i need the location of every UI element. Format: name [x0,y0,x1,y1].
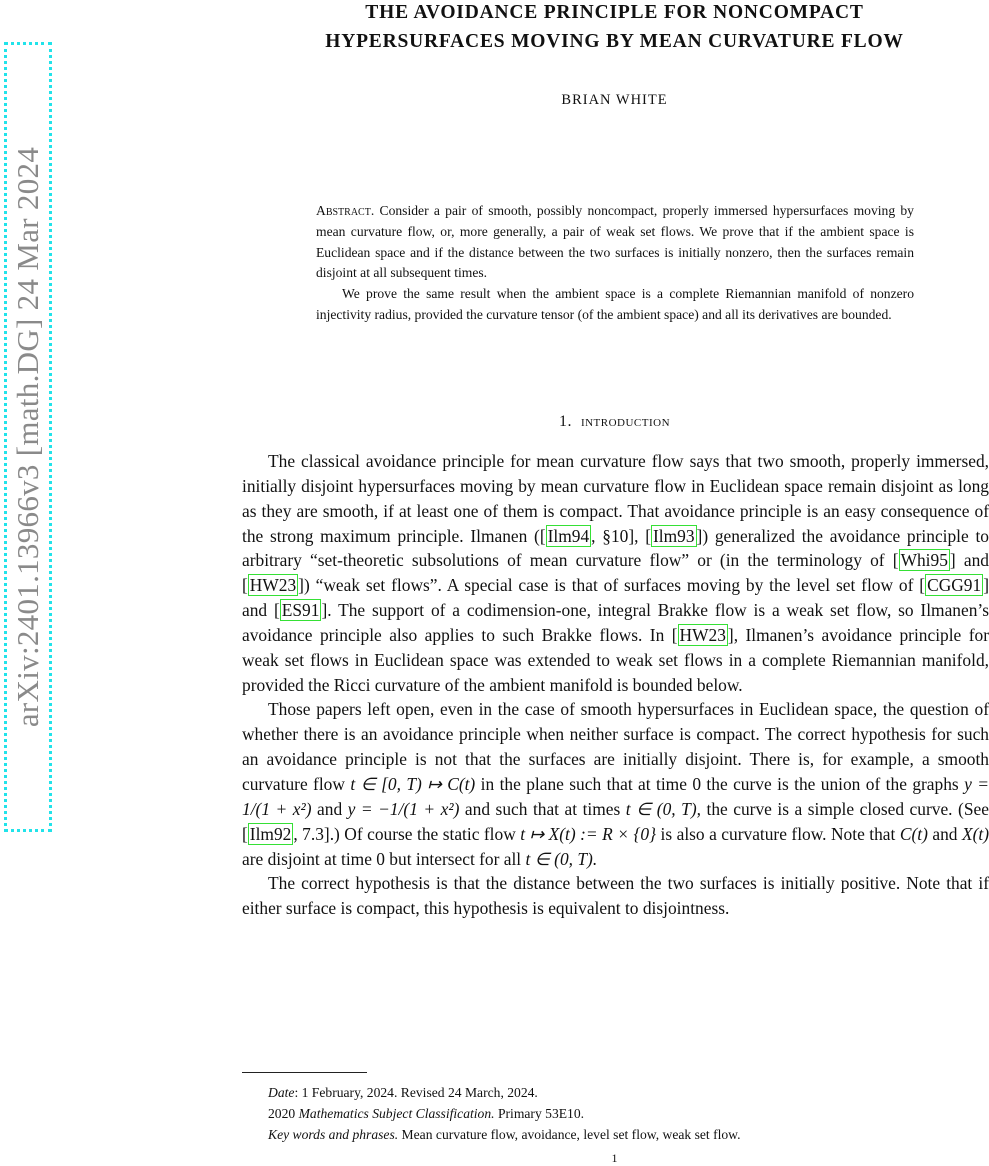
math-expression: t ↦ X(t) := R × {0} [520,823,657,844]
abstract-text-1: Consider a pair of smooth, possibly noncompact, properly immersed hypersurfaces moving by mean curvature flow, or, more generally, a pair of weak set flows. We prove that if the ambient space is Euclidean space and if the distance between the two surfaces is initially nonzero, then the surfaces remain disjoint at all subsequent times. [316,203,914,281]
math-expression: y = −1/(1 + x²) [347,798,460,819]
body-text [242,449,989,921]
abstract-label: Abstract. [316,203,375,218]
citation-link[interactable]: Ilm93 [653,525,695,546]
citation-link[interactable]: Ilm92 [249,823,292,844]
citation-link[interactable]: HW23 [249,575,297,596]
citation-link[interactable]: HW23 [679,624,726,645]
citation-link[interactable]: Whi95 [900,550,948,571]
section-heading [240,413,989,431]
footnote-keywords: Key words and phrases. Mean curvature flow, avoidance, level set flow, weak set flow. [268,1127,741,1142]
page-number: 1 [611,1151,618,1165]
paragraph-3: The correct hypothesis is that the distance between the two surfaces is initially positive. Note that if either surface is compact, this hypothesis is equivalent to disjointness. [242,873,989,919]
math-expression: y = 1/(1 + x²) [242,773,989,819]
author-name: BRIAN WHITE [561,92,668,108]
citation-link[interactable]: Ilm94 [547,525,590,546]
paragraph-2: Those papers left open, even in the case of smooth hypersurfaces in Euclidean space, the question of whether there is an avoidance principle when neither surface is compact. The correct hypothesis for such an avoidance principle is not that the surfaces are initially disjoint. There is, for example, a smooth curvature flow t ∈ [0, T) ↦ C(t) in the plane such that at time 0 the curve is the union of the graphs y = 1/(1 + x²) and y = −1/(1 + x²) and such that at times t ∈ (0, T), the curve is a simple closed curve. (See [ Ilm92 , 7.3].) Of course the static flow t ↦ X(t) := R × {0} is also a curvature flow. Note that C(t) and X(t) are disjoint at time 0 but intersect for all t ∈ (0, T). [242,699,989,869]
footnotes [242,1082,989,1145]
math-expression: X(t) [961,823,989,844]
paragraph-1: The classical avoidance principle for mean curvature flow says that two smooth, properly immersed, initially disjoint hypersurfaces moving by mean curvature flow in Euclidean space remain disjoint as long as they are smooth, if at least one of them is compact. That avoidance principle is an easy consequence of the strong maximum principle. Ilmanen ([ Ilm94 , §10], [ Ilm93 ]) generalized the avoidance principle to arbitrary “set-theoretic subsolutions of mean curvature flow” or (in the terminology of [ Whi95 ] and [ HW23 ]) “weak set flows”. A special case is that of surfaces moving by the level set flow of [ CGG91 ] and [ ES91 ]. The support of a codimension-one, integral Brakke flow is a weak set flow, so Ilmanen’s avoidance principle also applies to such Brakke flows. In [ HW23 ], Ilmanen’s avoidance principle for weak set flows in Euclidean space was extended to weak set flows in a complete Riemannian manifold, provided the Ricci curvature of the ambient manifold is bounded below. [242,451,989,695]
paper-title [240,0,989,56]
section-name: introduction [580,413,671,430]
title-line-1: THE AVOIDANCE PRINCIPLE FOR NONCOMPACT [365,2,864,23]
arxiv-stamp [4,42,52,832]
math-expression: t ∈ (0, T), [625,798,701,819]
section-number: 1. [558,413,572,430]
footnote-rule [242,1072,367,1073]
math-expression: C(t) [899,823,928,844]
abstract-paragraph-1 [316,201,914,284]
title-line-2: HYPERSURFACES MOVING BY MEAN CURVATURE FLOW [325,31,904,52]
abstract [316,201,914,326]
footnote-date: Date: 1 February, 2024. Revised 24 March, 2024. [268,1085,538,1100]
arxiv-identifier: arXiv:2401.13966v3 [math.DG] 24 Mar 2024 [10,146,45,728]
citation-link[interactable]: ES91 [281,600,320,621]
footnote-msc: 2020 Mathematics Subject Classification. Primary 53E10. [268,1106,585,1121]
citation-link[interactable]: CGG91 [927,575,982,596]
math-expression: t ∈ [0, T) ↦ C(t) [350,773,476,794]
math-expression: t ∈ (0, T). [525,848,598,869]
abstract-paragraph-2: We prove the same result when the ambient space is a complete Riemannian manifold of nonzero injectivity radius, provided the curvature tensor (of the ambient space) and all its derivatives are bounded. [316,286,914,322]
